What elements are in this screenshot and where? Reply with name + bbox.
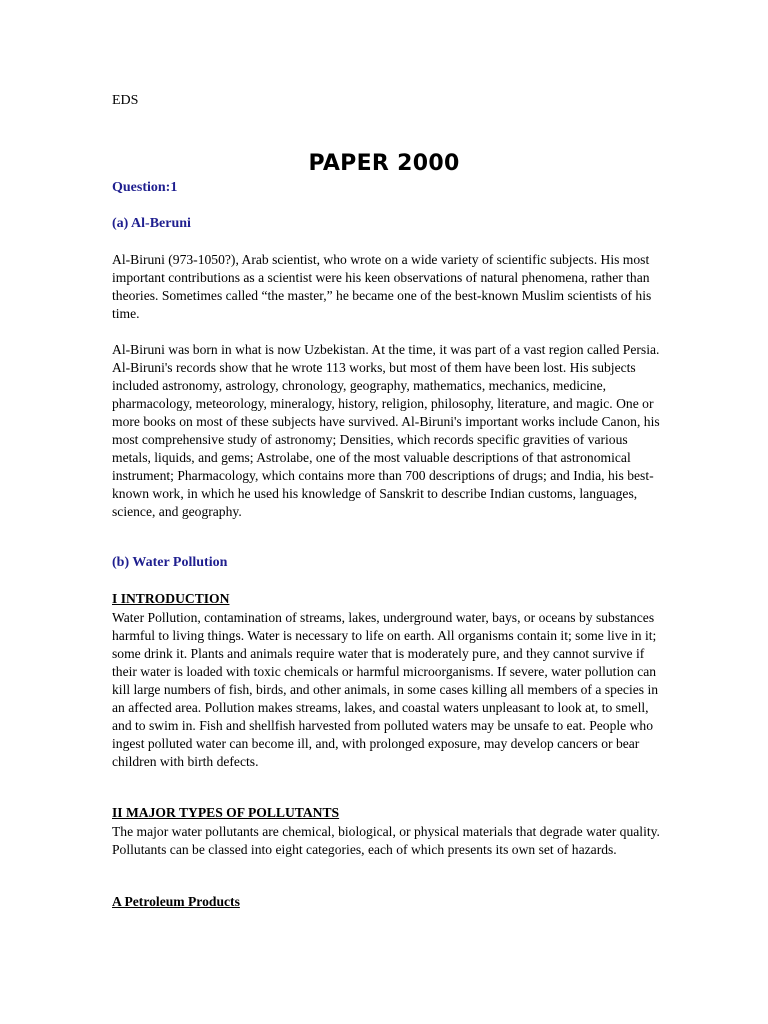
subheading-petroleum-products: A Petroleum Products <box>112 894 240 909</box>
part-a-paragraph-1: Al-Biruni (973-1050?), Arab scientist, who wrote on a wide variety of scientific subjects. His most important contributions as a scientist were his keen observations of natural phenomena, rather than theories. Sometimes called “the master,” he became one of the best-known Muslim scientists of his time. <box>112 252 652 321</box>
part-a-paragraph-2: Al-Biruni was born in what is now Uzbekistan. At the time, it was part of a vast region called Persia. Al-Biruni's records show that he wrote 113 works, but most of them have been lost. His subjects included astronomy, astrology, chronology, geography, mathematics, mechanics, medicine, pharmacology, meteorology, mineralogy, history, religion, philosophy, literature, and magic. One or more books on most of these subjects have survived. Al-Biruni's important works include Canon, his most comprehensive study of astronomy; Densities, which records specific gravities of various metals, liquids, and gems; Astrolabe, one of the most valuable descriptions of that astronomical instrument; Pharmacology, which contains more than 700 descriptions of drugs; and India, his best-known work, in which he used his knowledge of Sanskrit to describe Indian customs, languages, science, and geography. <box>112 342 660 519</box>
section-text-introduction: Water Pollution, contamination of streams, lakes, underground water, bays, or oceans by substances harmful to living things. Water is necessary to life on earth. All organisms contain it; some live in it; some drink it. Plants and animals require water that is moderately pure, and they cannot survive if their water is loaded with toxic chemicals or harmful microorganisms. If severe, water pollution can kill large numbers of fish, birds, and other animals, in some cases killing all members of a species in an affected area. Pollution makes streams, lakes, and coastal waters unpleasant to look at, to smell, and to swim in. Fish and shellfish harvested from polluted waters may be unsafe to eat. People who ingest polluted water can become ill, and, with prolonged exposure, may develop cancers or bear children with birth defects. <box>112 610 659 769</box>
page-title: PAPER 2000 <box>308 151 460 176</box>
part-b-heading: (b) Water Pollution <box>112 555 228 570</box>
part-a-heading: (a) Al-Beruni <box>112 216 191 231</box>
section-heading-introduction: I INTRODUCTION <box>112 591 230 606</box>
section-heading-pollutant-types: II MAJOR TYPES OF POLLUTANTS <box>112 805 340 820</box>
section-text-pollutant-types: The major water pollutants are chemical, biological, or physical materials that degrade water quality. Pollutants can be classed into eight categories, each of which presents its own set of hazards. <box>112 824 660 857</box>
question-label: Question:1 <box>112 180 178 195</box>
header-label: EDS <box>112 93 139 108</box>
